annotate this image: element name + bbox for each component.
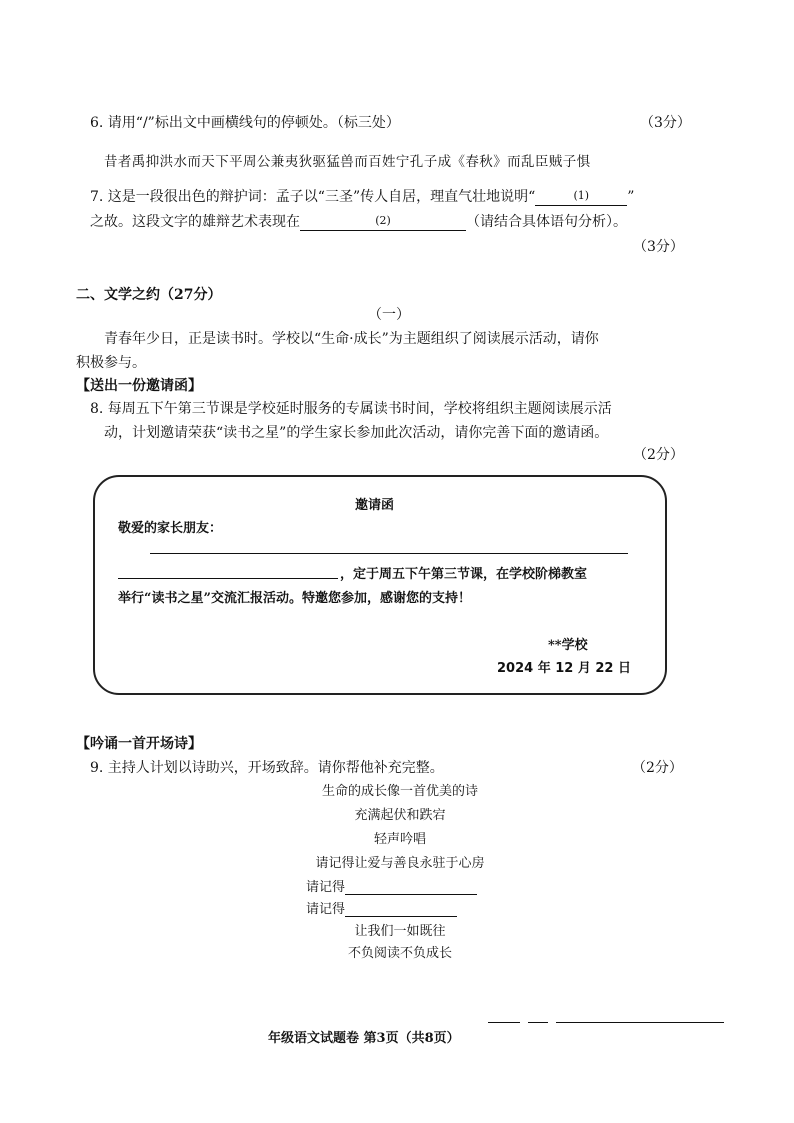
poem-line-2: 充满起伏和跌宕 [354, 808, 446, 823]
poem-line-8: 不负阅读不负成长 [347, 946, 452, 961]
poem-blank-2[interactable] [345, 902, 457, 917]
q7-line1-suffix: ” [627, 189, 635, 205]
q7-line2-prefix: 之故。这段文字的雄辩艺术表现在 [90, 214, 300, 230]
letter-title: 邀请函 [355, 498, 395, 513]
intro-line2: 积极参与。 [76, 355, 146, 371]
intro-line1: 青春年少日，正是读书时。学校以“生命·成长”为主题组织了阅读展示活动，请你 [104, 331, 599, 347]
letter-blank-line-1[interactable] [150, 553, 628, 554]
q7-blank-1[interactable] [535, 191, 627, 206]
q7-blank-1-mark: (1) [573, 189, 590, 202]
q9-score: （2分） [632, 760, 683, 776]
letter-line3: 举行“读书之星”交流汇报活动。特邀您参加，感谢您的支持！ [118, 591, 471, 606]
poem-line-5-text: 请记得 [306, 880, 346, 895]
passage-line: 昔者禹抑洪水而天下平周公兼夷狄驱猛兽而百姓宁孔子成《春秋》而乱臣贼子惧 [104, 154, 591, 170]
section2-title: 二、文学之约（27分） [76, 287, 222, 303]
q7-score: （3分） [633, 239, 684, 255]
letter-blank-line-2[interactable] [118, 578, 338, 579]
letter-line2-suffix: ，定于周五下午第三节课，在学校阶梯教室 [340, 567, 588, 582]
footer-dash-2 [528, 1022, 548, 1023]
q7-blank-2-mark: (2) [375, 214, 391, 227]
task1-title: 【送出一份邀请函】 [76, 378, 202, 394]
task2-title: 【吟诵一首开场诗】 [76, 736, 202, 752]
footer-rule [556, 1022, 724, 1023]
letter-greeting: 敬爱的家长朋友： [118, 521, 223, 536]
q8-line1: 8. 每周五下午第三节课是学校延时服务的专属读书时间，学校将组织主题阅读展示活 [90, 401, 612, 417]
q7-line2 [90, 211, 627, 231]
q6-score: （3分） [640, 115, 691, 131]
q7-line1-prefix: 7. 这是一段很出色的辩护词：孟子以“三圣”传人自居，理直气壮地说明“ [90, 189, 536, 205]
poem-line-1: 生命的成长像一首优美的诗 [321, 784, 478, 799]
q7-line2-suffix: （请结合具体语句分析）。 [466, 214, 627, 230]
poem-line-3: 轻声吟唱 [373, 832, 426, 847]
q7-line1 [90, 186, 634, 206]
page-footer: 年级语文试题卷 第3页（共8页） [268, 1031, 460, 1046]
poem-line-6-text: 请记得 [306, 902, 346, 917]
poem-line-6 [306, 898, 457, 917]
footer-dash-1 [488, 1022, 520, 1023]
q8-score: （2分） [633, 447, 684, 463]
poem-line-4: 请记得让爱与善良永驻于心房 [315, 856, 485, 871]
poem-line-7: 让我们一如既往 [354, 924, 446, 939]
q8-line2: 动，计划邀请荣获“读书之星”的学生家长参加此次活动，请你完善下面的邀请函。 [104, 425, 609, 441]
poem-line-5 [306, 876, 477, 895]
section2-sub: （一） [368, 307, 410, 323]
q7-blank-2[interactable] [300, 216, 466, 231]
letter-date: 2024 年 12 月 22 日 [497, 661, 631, 676]
letter-sign: **学校 [548, 638, 588, 653]
poem-blank-1[interactable] [345, 880, 477, 895]
q9-text: 9. 主持人计划以诗助兴，开场致辞。请你帮他补充完整。 [90, 760, 444, 776]
q6-text: 6. 请用“/”标出文中画横线句的停顿处。（标三处） [90, 115, 400, 131]
